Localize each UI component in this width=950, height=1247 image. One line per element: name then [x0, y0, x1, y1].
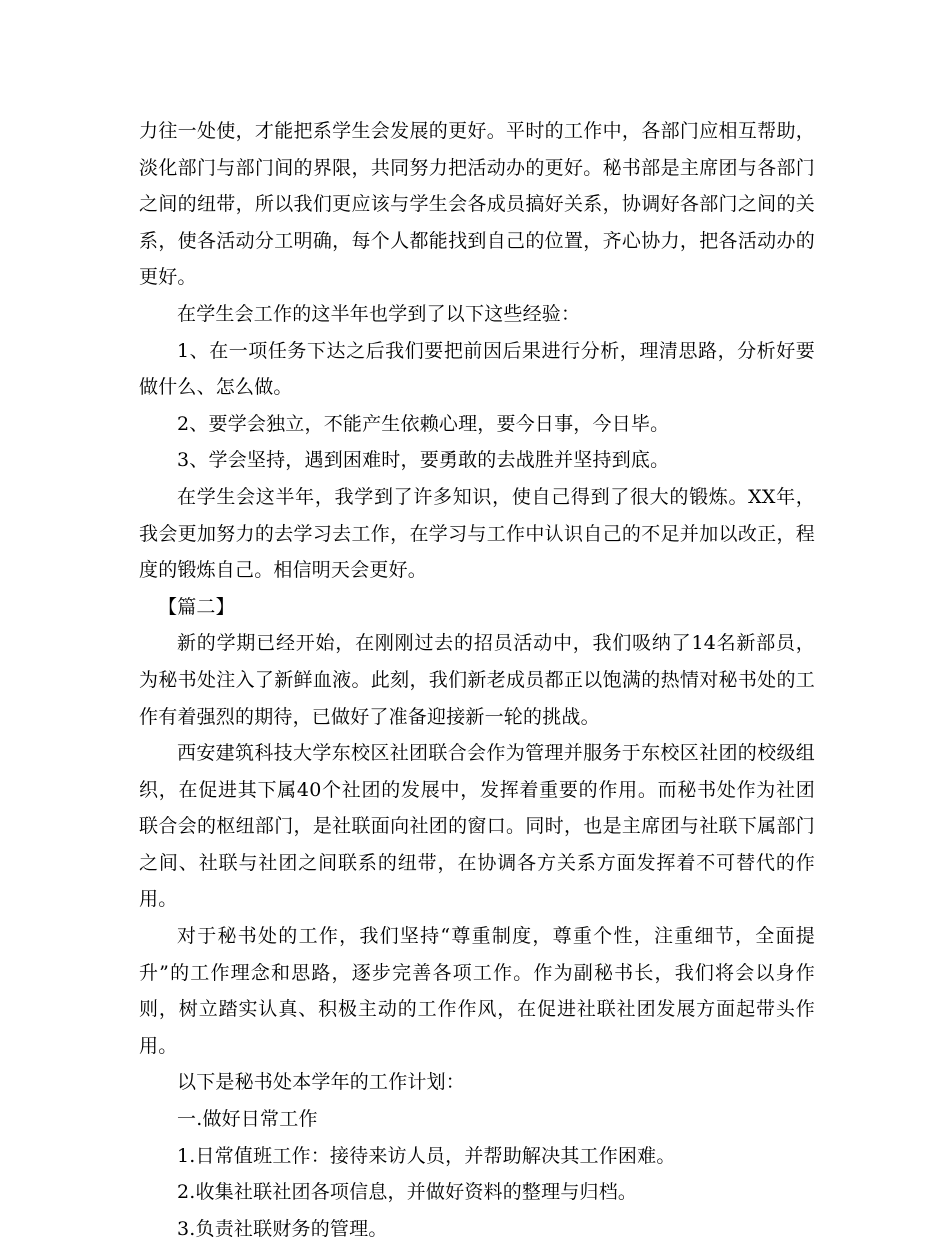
paragraph: 对于秘书处的工作，我们坚持“尊重制度，尊重个性，注重细节，全面提升”的工作理念和思路，逐步完善各项工作。作为副秘书长，我们将会以身作则，树立踏实认真、积极主动的工作作风，在促进社联社团发展方面起带头作用。	[139, 925, 815, 1057]
list-item: 1、在一项任务下达之后我们要把前因后果进行分析，理清思路，分析好要做什么、怎么做。	[139, 339, 815, 399]
subheading: 一.做好日常工作	[177, 1108, 318, 1131]
document-body	[139, 113, 815, 1247]
section-heading: 【篇二】	[158, 595, 235, 618]
list-item: 2.收集社联社团各项信息，并做好资料的整理与归档。	[177, 1181, 638, 1204]
list-item: 1.日常值班工作：接待来访人员，并帮助解决其工作困难。	[177, 1144, 676, 1167]
paragraph: 以下是秘书处本学年的工作计划：	[177, 1071, 466, 1094]
paragraph: 西安建筑科技大学东校区社团联合会作为管理并服务于东校区社团的校级组织，在促进其下属40个社团的发展中，发挥着重要的作用。而秘书处作为社团联合会的枢纽部门，是社联面向社团的窗口。同时，也是主席团与社联下属部门之间、社联与社团之间联系的纽带，在协调各方关系方面发挥着不可替代的作用。	[139, 742, 815, 911]
paragraph: 在学生会工作的这半年也学到了以下这些经验：	[177, 302, 581, 325]
list-item: 3.负责社联财务的管理。	[177, 1217, 388, 1240]
paragraph: 力往一处使，才能把系学生会发展的更好。平时的工作中，各部门应相互帮助，淡化部门与部门间的界限，共同努力把活动办的更好。秘书部是主席团与各部门之间的纽带，所以我们更应该与学生会各成员搞好关系，协调好各部门之间的关系，使各活动分工明确，每个人都能找到自己的位置，齐心协力，把各活动办的更好。	[139, 120, 815, 289]
list-item: 2、要学会独立，不能产生依赖心理，要今日事，今日毕。	[177, 412, 670, 435]
list-item: 3、学会坚持，遇到困难时，要勇敢的去战胜并坚持到底。	[177, 449, 670, 472]
paragraph: 在学生会这半年，我学到了许多知识，使自己得到了很大的锻炼。XX年，我会更加努力的去学习去工作，在学习与工作中认识自己的不足并加以改正，程度的锻炼自己。相信明天会更好。	[139, 485, 815, 582]
paragraph: 新的学期已经开始，在刚刚过去的招员活动中，我们吸纳了14名新部员，为秘书处注入了新鲜血液。此刻，我们新老成员都正以饱满的热情对秘书处的工作有着强烈的期待，已做好了准备迎接新一轮的挑战。	[139, 632, 815, 728]
